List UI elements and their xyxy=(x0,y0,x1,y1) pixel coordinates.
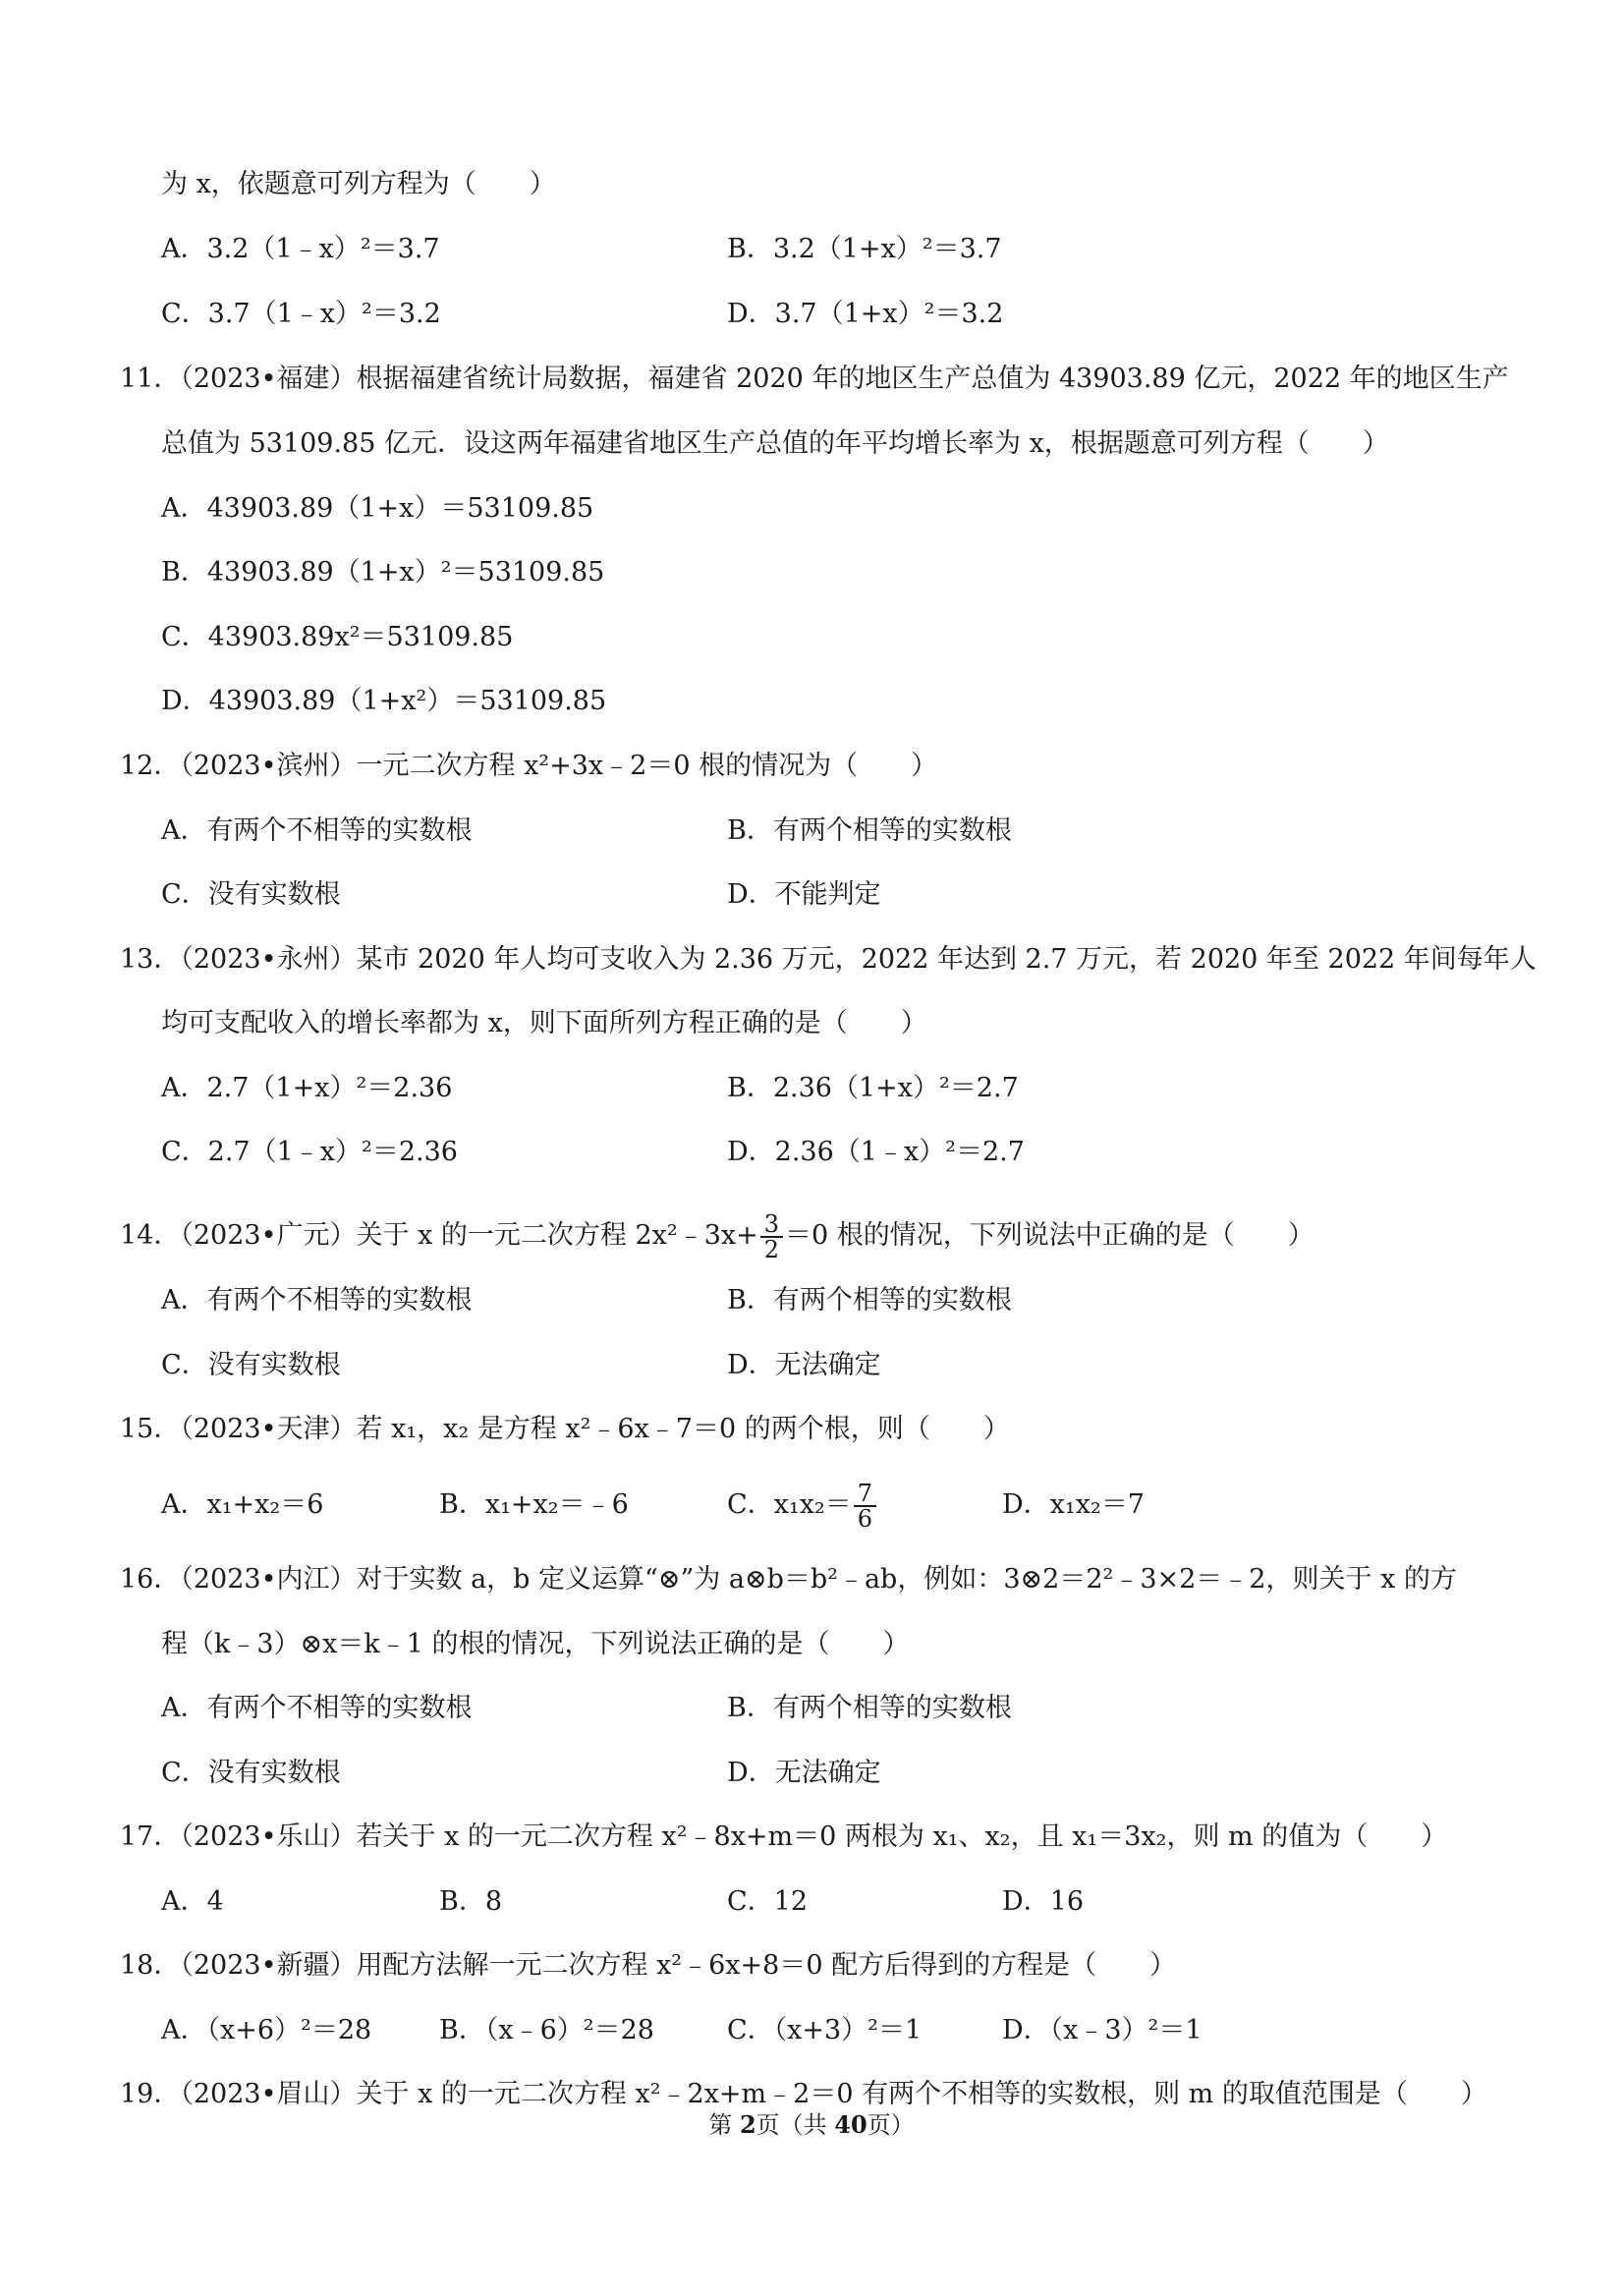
footer-total-pages: 40 xyxy=(834,2110,867,2139)
footer-page-number: 2 xyxy=(739,2110,756,2139)
q14-option-c: C．没有实数根 xyxy=(161,1350,341,1380)
q10-option-a: A．3.2（1﹣x）²＝3.7 xyxy=(161,234,440,264)
q14-option-b: B．有两个相等的实数根 xyxy=(727,1285,1012,1316)
q18-option-b: B．（x﹣6）²＝28 xyxy=(439,2015,654,2045)
q15-stem: 15．（2023•天津）若 x₁，x₂ 是方程 x²﹣6x﹣7＝0 的两个根，则（ ） xyxy=(120,1414,1010,1444)
q16-stem-line1: 16．（2023•内江）对于实数 a，b 定义运算“⊗”为 a⊗b＝b²﹣ab，例如：3⊗2＝2²﹣3×2＝﹣2，则关于 x 的方 xyxy=(120,1564,1457,1595)
q11-option-c: C．43903.89x²＝53109.85 xyxy=(161,622,514,652)
q12-option-c: C．没有实数根 xyxy=(161,879,341,910)
q18-option-c: C．（x+3）²＝1 xyxy=(727,2015,923,2045)
q15-fraction xyxy=(854,1479,876,1533)
page-footer xyxy=(0,2108,1623,2142)
q17-option-a: A．4 xyxy=(161,1886,224,1917)
q16-option-a: A．有两个不相等的实数根 xyxy=(161,1693,473,1723)
q15-option-c-text: C．x₁x₂＝ xyxy=(727,1489,852,1520)
q11-stem-line2: 总值为 53109.85 亿元．设这两年福建省地区生产总值的年平均增长率为 x，根据题意可列方程（ ） xyxy=(161,428,1389,459)
q13-option-d: D．2.36（1﹣x）²＝2.7 xyxy=(727,1137,1025,1167)
q12-option-a: A．有两个不相等的实数根 xyxy=(161,815,473,846)
q15-option-c xyxy=(727,1474,878,1537)
q11-stem-line1: 11．（2023•福建）根据福建省统计局数据，福建省 2020 年的地区生产总值为 43903.89 亿元，2022 年的地区生产 xyxy=(120,364,1509,394)
q18-option-a: A．（x+6）²＝28 xyxy=(161,2015,372,2045)
q11-option-a: A．43903.89（1+x）＝53109.85 xyxy=(161,493,594,524)
q10-stem-tail: 为 x，依题意可列方程为（ ） xyxy=(161,169,556,199)
q14-stem-part2: ＝0 根的情况，下列说法中正确的是（ ） xyxy=(785,1220,1315,1251)
q14-option-d: D．无法确定 xyxy=(727,1350,881,1380)
q14-fraction-denominator: 2 xyxy=(763,1235,780,1263)
q14-option-a: A．有两个不相等的实数根 xyxy=(161,1285,473,1316)
q10-option-c: C．3.7（1﹣x）²＝3.2 xyxy=(161,299,441,329)
q17-option-b: B．8 xyxy=(439,1886,503,1917)
q14-fraction xyxy=(760,1209,783,1263)
q13-option-b: B．2.36（1+x）²＝2.7 xyxy=(727,1073,1019,1103)
q16-option-d: D．无法确定 xyxy=(727,1758,881,1788)
q18-option-d: D．（x﹣3）²＝1 xyxy=(1002,2015,1203,2045)
q15-fraction-numerator: 7 xyxy=(854,1482,876,1507)
footer-prefix: 第 xyxy=(708,2111,740,2139)
q17-option-c: C．12 xyxy=(727,1886,809,1917)
q10-option-d: D．3.7（1+x）²＝3.2 xyxy=(727,299,1004,329)
q18-stem: 18．（2023•新疆）用配方法解一元二次方程 x²﹣6x+8＝0 配方后得到的方程是（ ） xyxy=(120,1950,1177,1981)
q12-stem: 12．（2023•滨州）一元二次方程 x²+3x﹣2＝0 根的情况为（ ） xyxy=(120,751,938,781)
q14-stem-part1: 14．（2023•广元）关于 x 的一元二次方程 2x²﹣3x+ xyxy=(120,1220,758,1251)
q16-stem-line2: 程（k﹣3）⊗x＝k﹣1 的根的情况，下列说法正确的是（ ） xyxy=(161,1629,910,1659)
q12-option-b: B．有两个相等的实数根 xyxy=(727,815,1012,846)
footer-mid: 页（共 xyxy=(756,2111,835,2139)
q13-stem-line1: 13．（2023•永州）某市 2020 年人均可支收入为 2.36 万元，2022 年达到 2.7 万元，若 2020 年至 2022 年间每年人 xyxy=(120,944,1537,975)
q13-option-c: C．2.7（1﹣x）²＝2.36 xyxy=(161,1137,458,1167)
q14-fraction-numerator: 3 xyxy=(760,1212,783,1238)
q16-option-c: C．没有实数根 xyxy=(161,1758,341,1788)
q15-option-a: A．x₁+x₂＝6 xyxy=(161,1489,324,1520)
footer-suffix: 页） xyxy=(867,2111,915,2139)
q15-option-b: B．x₁+x₂＝﹣6 xyxy=(439,1489,629,1520)
q17-option-d: D．16 xyxy=(1002,1886,1085,1917)
q16-option-b: B．有两个相等的实数根 xyxy=(727,1693,1012,1723)
q13-stem-line2: 均可支配收入的增长率都为 x，则下面所列方程正确的是（ ） xyxy=(161,1008,927,1038)
q13-option-a: A．2.7（1+x）²＝2.36 xyxy=(161,1073,453,1103)
q11-option-d: D．43903.89（1+x²）＝53109.85 xyxy=(161,686,607,716)
q12-option-d: D．不能判定 xyxy=(727,879,881,910)
q15-option-d: D．x₁x₂＝7 xyxy=(1002,1489,1145,1520)
q10-option-b: B．3.2（1+x）²＝3.7 xyxy=(727,234,1002,264)
q17-stem: 17．（2023•乐山）若关于 x 的一元二次方程 x²﹣8x+m＝0 两根为 x₁、x₂，且 x₁＝3x₂，则 m 的值为（ ） xyxy=(120,1821,1448,1852)
q14-stem xyxy=(120,1208,1315,1263)
q11-option-b: B．43903.89（1+x）²＝53109.85 xyxy=(161,557,605,588)
q15-fraction-denominator: 6 xyxy=(857,1504,873,1533)
q19-stem: 19．（2023•眉山）关于 x 的一元二次方程 x²﹣2x+m﹣2＝0 有两个不相等的实数根，则 m 的取值范围是（ ） xyxy=(120,2079,1487,2109)
